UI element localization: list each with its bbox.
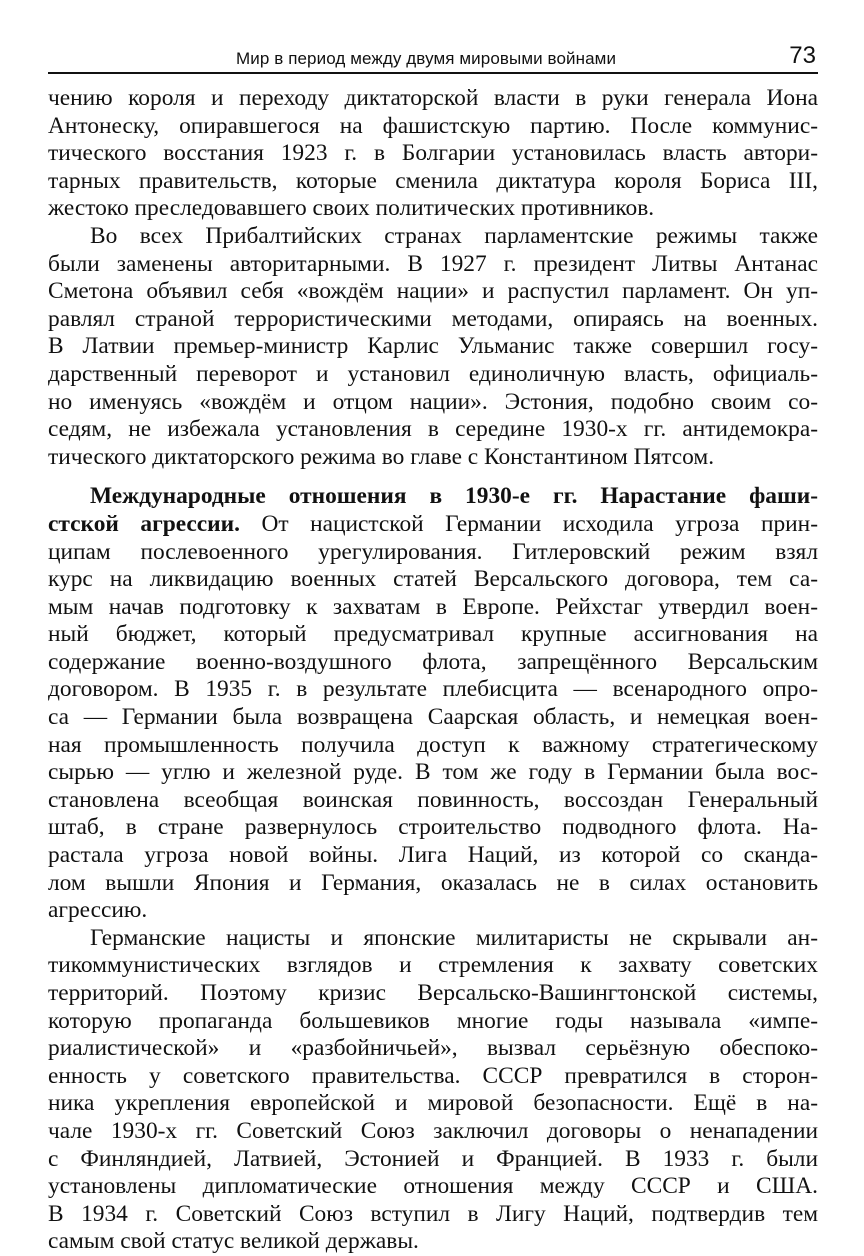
paragraph-4 xyxy=(48,925,818,1256)
text-line: курс на ликвидацию военных статей Версальского договора, тем са- xyxy=(48,566,818,593)
page-number: 73 xyxy=(789,42,816,69)
text-line: енность у советского правительства. СССР превратился в сторон- xyxy=(48,1062,818,1089)
paragraph-3 xyxy=(48,483,818,925)
text-line: чале 1930-х гг. Советский Союз заключил договоры о ненападении xyxy=(48,1117,818,1144)
text-line: Во всех Прибалтийских странах парламентские режимы также xyxy=(90,222,818,249)
text-line: мым начав подготовку к захватам в Европе. Рейхстаг утвердил воен- xyxy=(48,593,818,620)
text-line: агрессию. xyxy=(48,897,148,924)
running-title: Мир в период между двумя мировыми войнами xyxy=(236,49,617,68)
text-line: ника укрепления европейской и мировой безопасности. Ещё в на- xyxy=(48,1090,818,1117)
text-line: Сметона объявил себя «вождём нации» и распустил парламент. Он уп- xyxy=(48,278,818,305)
text-line: сырью — углю и железной руде. В том же году в Германии была вос- xyxy=(48,759,818,786)
text-line: тарных правительств, которые сменила диктатура короля Бориса III, xyxy=(48,167,818,194)
text-line: В Латвии премьер-министр Карлис Ульманис также совершил госу- xyxy=(48,333,818,360)
body-text xyxy=(48,85,818,1256)
section-heading-line: Международные отношения в 1930-е гг. Нарастание фаши- xyxy=(90,483,818,510)
text-line xyxy=(48,511,818,539)
text-line: ный бюджет, который предусматривал крупные ассигнования на xyxy=(48,621,818,648)
text-line: лом вышли Япония и Германия, оказалась не в силах остановить xyxy=(48,869,818,896)
text-line: установлены дипломатические отношения между СССР и США. xyxy=(48,1173,818,1200)
text-line: тикоммунистических взглядов и стремления к захвату советских xyxy=(48,952,818,979)
text-line: дарственный переворот и установил единоличную власть, официаль- xyxy=(48,360,818,387)
text-line: Германские нацисты и японские милитаристы не скрывали ан- xyxy=(90,924,818,951)
text-line: территорий. Поэтому кризис Версальско-Вашингтонской системы, xyxy=(48,980,818,1006)
text-line: Антонеску, опиравшегося на фашистскую партию. После коммунис- xyxy=(48,112,818,139)
text-line: са — Германии была возвращена Саарская область, и немецкая воен- xyxy=(48,704,818,731)
text-line: штаб, в стране развернулось строительство подводного флота. На- xyxy=(48,814,818,841)
text-line: самым свой статус великой державы. xyxy=(48,1228,419,1255)
text-line: жестоко преследовавшего своих политических противников. xyxy=(48,195,655,222)
text-line: равлял страной террористическими методами, опираясь на военных. xyxy=(48,305,818,332)
text-line: с Финляндией, Латвией, Эстонией и Францией. В 1933 г. были xyxy=(48,1145,818,1172)
text-line: договором. В 1935 г. в результате плебисцита — всенародного опро- xyxy=(48,676,818,703)
text-line: растала угроза новой войны. Лига Наций, из которой со сканда- xyxy=(48,842,818,869)
page-header xyxy=(48,42,818,74)
text-line: ципам послевоенного урегулирования. Гитлеровский режим взял xyxy=(48,538,818,565)
text-line: В 1934 г. Советский Союз вступил в Лигу Наций, подтвердив тем xyxy=(48,1200,818,1227)
text-line: но именуясь «вождём и отцом нации». Эстония, подобно своим со- xyxy=(48,388,818,415)
paragraph-1 xyxy=(48,85,818,223)
text-line: чению короля и переходу диктаторской власти в руки генерала Иона xyxy=(48,85,818,111)
text-line: тического диктаторского режима во главе с Константином Пятсом. xyxy=(48,443,715,470)
text-line: были заменены авторитарными. В 1927 г. президент Литвы Антанас xyxy=(48,250,818,277)
text-line: ная промышленность получила доступ к важному стратегическому xyxy=(48,731,818,758)
text-line: становлена всеобщая воинская повинность, воссоздан Генеральный xyxy=(48,786,818,813)
text-line: которую пропаганда большевиков многие годы называла «импе- xyxy=(48,1007,818,1034)
text-line: тического восстания 1923 г. в Болгарии установилась власть автори- xyxy=(48,140,818,167)
text-line: риалистической» и «разбойничьей», вызвал серьёзную обеспоко- xyxy=(48,1035,818,1062)
text-line: седям, не избежала установления в середине 1930-х гг. антидемокра- xyxy=(48,416,818,443)
paragraph-2 xyxy=(48,223,818,471)
text-run: От нацистской Германии исходила угроза прин- xyxy=(239,510,818,537)
section-heading-end: стской агрессии. xyxy=(48,510,240,537)
text-line: содержание военно-воздушного флота, запрещённого Версальским xyxy=(48,648,818,675)
